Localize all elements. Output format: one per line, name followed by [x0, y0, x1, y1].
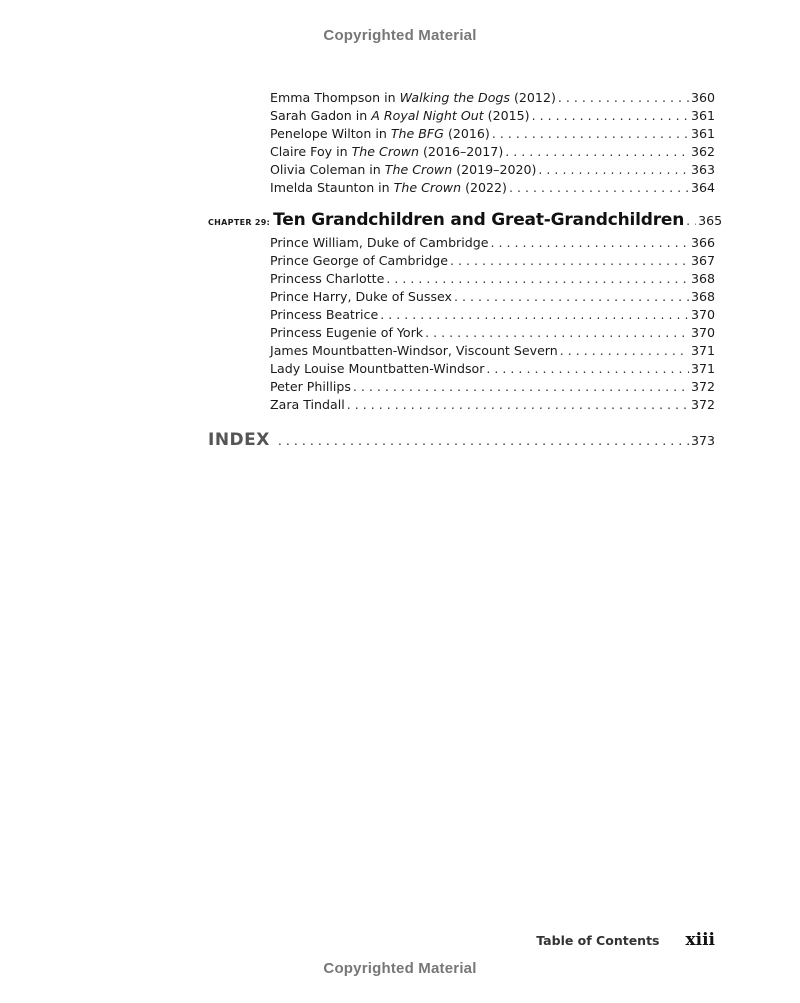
chapter-heading[interactable] — [208, 210, 723, 234]
toc-entry-title: Prince Harry, Duke of Sussex — [270, 289, 452, 304]
toc-entry-page: 364 — [690, 180, 715, 195]
dot-leader — [450, 253, 689, 268]
toc-entry[interactable] — [270, 126, 715, 144]
toc-entry[interactable] — [270, 90, 715, 108]
toc-entry-title: Prince George of Cambridge — [270, 253, 448, 268]
dot-leader — [347, 397, 689, 412]
toc-entry-title: Prince William, Duke of Cambridge — [270, 235, 489, 250]
dot-leader — [558, 90, 689, 105]
dot-leader — [353, 379, 689, 394]
toc-entry[interactable] — [270, 307, 715, 325]
dot-leader — [532, 108, 689, 123]
toc-entry-title: Princess Beatrice — [270, 307, 379, 322]
toc-entry[interactable] — [270, 361, 715, 379]
dot-leader — [386, 271, 689, 286]
toc-entry-page: 372 — [690, 379, 715, 394]
toc-entry[interactable] — [270, 162, 715, 180]
toc-entry-page: 361 — [690, 108, 715, 123]
toc-entry[interactable] — [270, 289, 715, 307]
toc-entry-title: Imelda Staunton in The Crown (2022) — [270, 180, 507, 195]
toc-entry[interactable] — [270, 343, 715, 361]
toc-entry-title: Sarah Gadon in A Royal Night Out (2015) — [270, 108, 530, 123]
toc-entry-page: 371 — [690, 343, 715, 358]
dot-leader — [486, 361, 689, 376]
toc-entry-page: 361 — [690, 126, 715, 141]
toc-entry[interactable] — [270, 235, 715, 253]
toc-entry-page: 372 — [690, 397, 715, 412]
dot-leader — [686, 213, 696, 228]
index-heading[interactable] — [208, 430, 715, 454]
dot-leader — [278, 433, 689, 448]
running-footer-section: Table of Contents — [536, 933, 660, 948]
dot-leader — [380, 307, 689, 322]
index-title: INDEX — [208, 430, 270, 450]
index-page: 373 — [690, 433, 715, 448]
toc-entry[interactable] — [270, 271, 715, 289]
page-number: xiii — [685, 930, 715, 950]
chapter-title: Ten Grandchildren and Great-Grandchildren — [273, 210, 685, 230]
toc-entry-page: 368 — [690, 289, 715, 304]
dot-leader — [454, 289, 689, 304]
toc-entry-title: Princess Eugenie of York — [270, 325, 424, 340]
toc-entry-page: 363 — [690, 162, 715, 177]
chapter-label: CHAPTER 29: — [208, 218, 271, 227]
toc-entry[interactable] — [270, 325, 715, 343]
toc-entry-page: 370 — [690, 307, 715, 322]
dot-leader — [492, 126, 689, 141]
page-footer — [536, 930, 715, 950]
toc-entry[interactable] — [270, 108, 715, 126]
toc-entry-page: 362 — [690, 144, 715, 159]
toc-entry-title: Lady Louise Mountbatten-Windsor — [270, 361, 485, 376]
toc-entry[interactable] — [270, 379, 715, 397]
toc-entry-title: James Mountbatten-Windsor, Viscount Severn — [270, 343, 558, 358]
toc-entry-title: Olivia Coleman in The Crown (2019–2020) — [270, 162, 537, 177]
dot-leader — [505, 144, 689, 159]
chapter-page: 365 — [698, 213, 723, 228]
dot-leader — [560, 343, 689, 358]
dot-leader — [509, 180, 689, 195]
toc-entry-title: Emma Thompson in Walking the Dogs (2012) — [270, 90, 556, 105]
copyright-watermark-top: Copyrighted Material — [323, 27, 477, 44]
toc-entry-title: Penelope Wilton in The BFG (2016) — [270, 126, 490, 141]
toc-entry-page: 360 — [690, 90, 715, 105]
copyright-watermark-bottom: Copyrighted Material — [323, 960, 477, 977]
toc-entry-title: Peter Phillips — [270, 379, 351, 394]
toc-entry-title: Princess Charlotte — [270, 271, 385, 286]
toc-entry[interactable] — [270, 180, 715, 198]
toc-entry-page: 366 — [690, 235, 715, 250]
toc-entry-page: 370 — [690, 325, 715, 340]
dot-leader — [538, 162, 689, 177]
toc-entry-page: 367 — [690, 253, 715, 268]
dot-leader — [490, 235, 688, 250]
toc-entry[interactable] — [270, 144, 715, 162]
toc-entry[interactable] — [270, 397, 715, 415]
toc-entry-title: Claire Foy in The Crown (2016–2017) — [270, 144, 504, 159]
dot-leader — [425, 325, 689, 340]
toc-entry-page: 371 — [690, 361, 715, 376]
toc-entry[interactable] — [270, 253, 715, 271]
toc-entry-page: 368 — [690, 271, 715, 286]
toc-entry-title: Zara Tindall — [270, 397, 345, 412]
